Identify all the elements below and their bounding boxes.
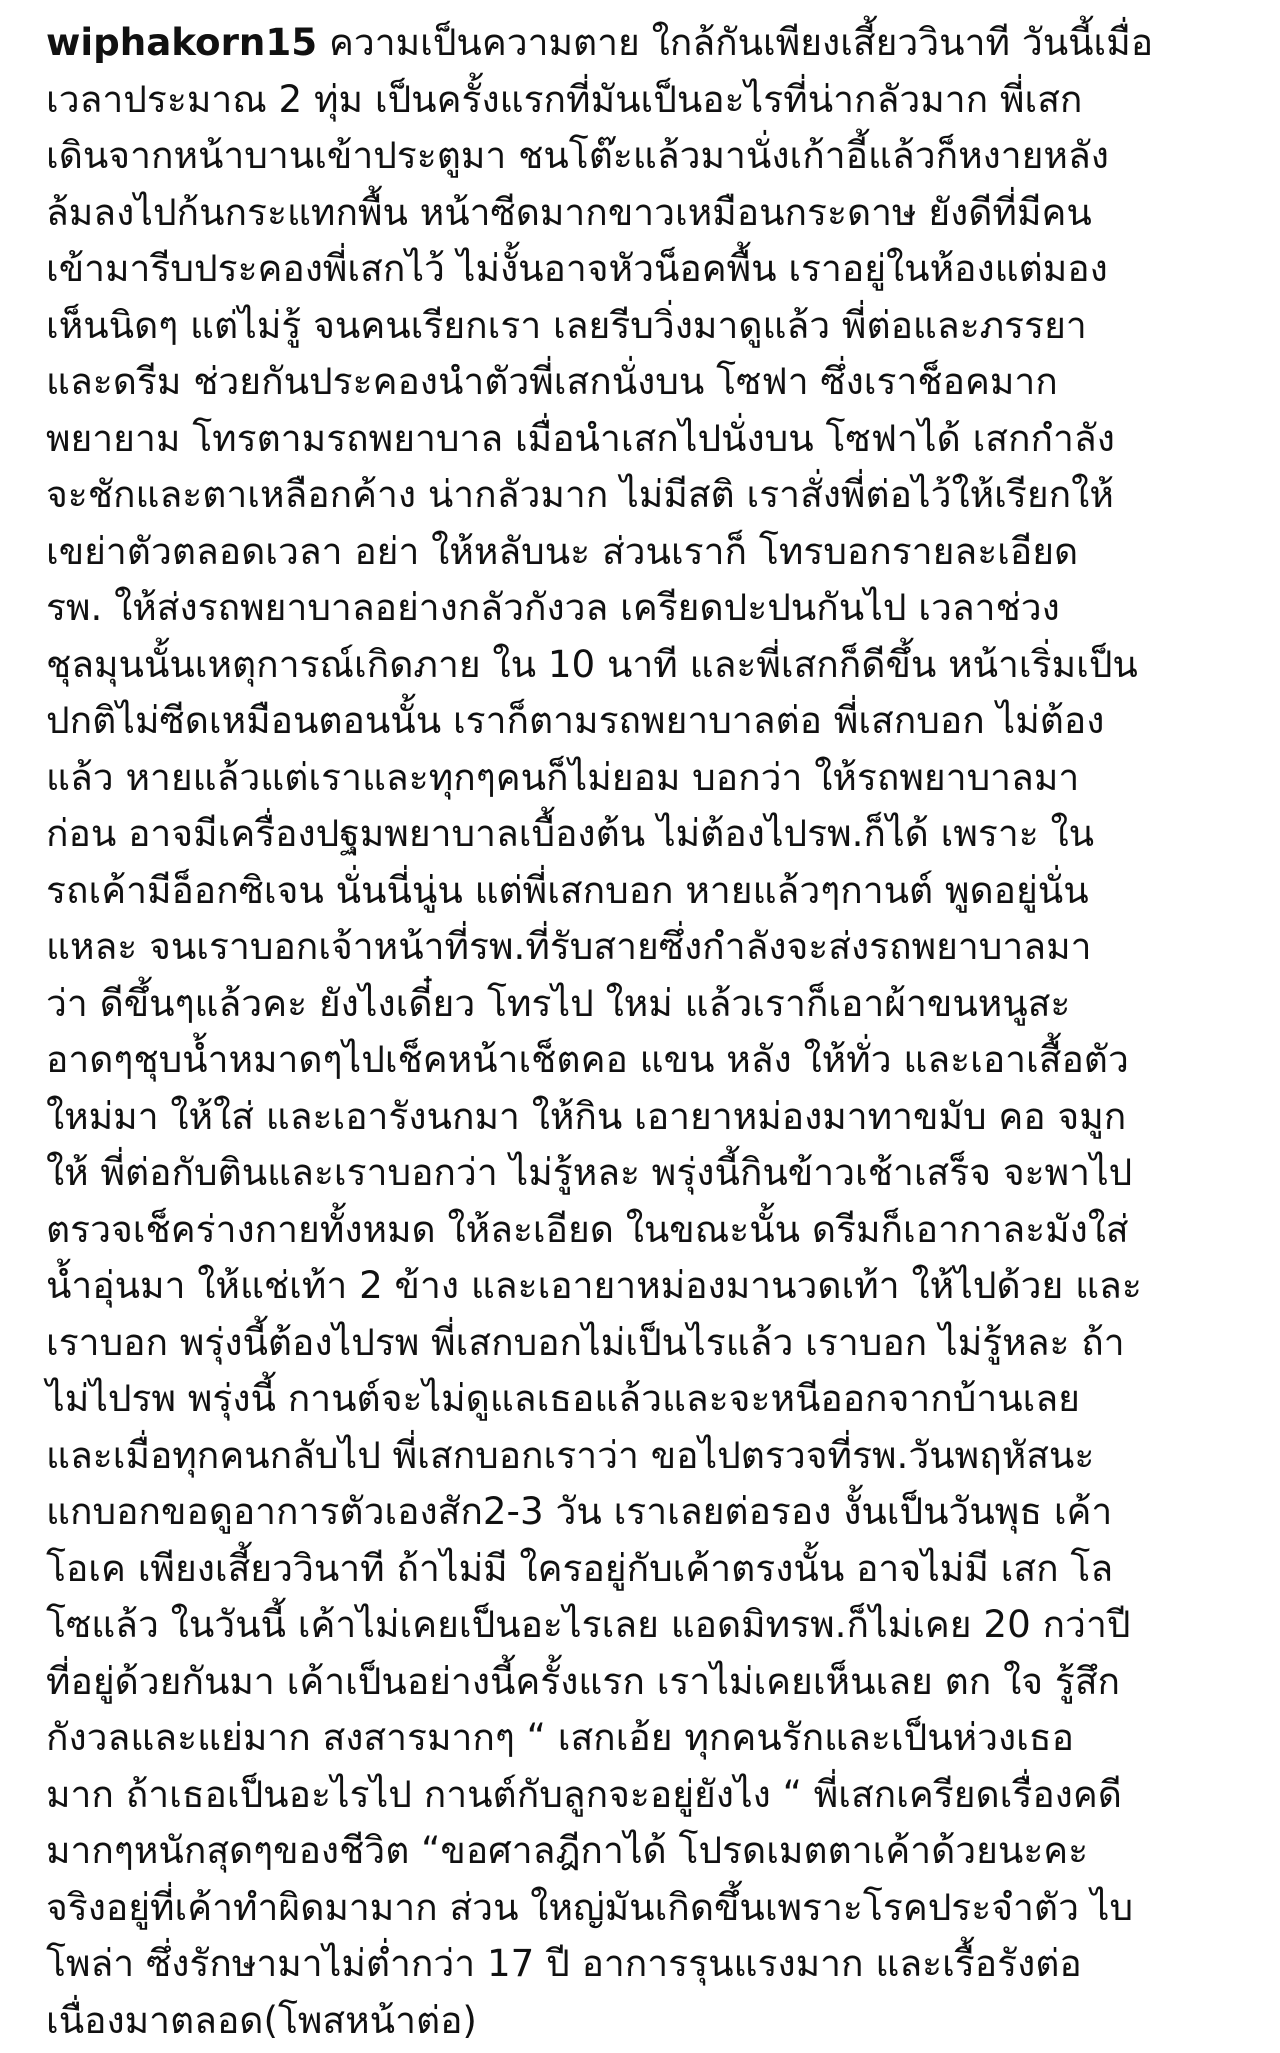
post-caption [46,14,1246,2048]
caption-line: เข้ามารีบประคองพี่เสกไว้ ไม่งั้นอาจหัวน็อคพื้น เราอยู่ในห้องแต่มอง [46,246,1108,290]
caption-line: พยายาม โทรตามรถพยาบาล เมื่อนำเสกไปนั่งบน โซฟาได้ เสกกำลัง [46,415,1115,460]
caption-line [46,14,1246,71]
caption-line: น้ำอุ่นมา ให้แช่เท้า 2 ข้าง และเอายาหม่องมานวดเท้า ให้ไปด้วย และ [46,1263,1142,1307]
username[interactable]: wiphakorn15 [46,20,318,64]
caption-line: เนื่องมาตลอด(โพสหน้าต่อ) [46,1997,477,2042]
caption-line: เวลาประมาณ 2 ทุ่ม เป็นครั้งแรกที่มันเป็นอะไรที่น่ากลัวมาก พี่เสก [46,76,1083,121]
caption-text: ความเป็นความตาย ใกล้กันเพียงเสี้ยววินาที วันนี้เมื่อ [317,20,1154,64]
caption-line: จะชักและตาเหลือกค้าง น่ากลัวมาก ไม่มีสติ เราสั่งพี่ต่อไว้ให้เรียกให้ [46,472,1114,516]
caption-line: ว่า ดีขึ้นๆแล้วคะ ยังไงเดี๋ยว โทรไป ใหม่ แล้วเราก็เอาผ้าขนหนูสะ [46,980,1071,1025]
caption-line: แหละ จนเราบอกเจ้าหน้าที่รพ.ที่รับสายซึ่งกำลังจะส่งรถพยาบาลมา [46,924,1092,968]
caption-line: รพ. ให้ส่งรถพยาบาลอย่างกลัวกังวล เครียดปะปนกันไป เวลาช่วง [46,585,1060,629]
caption-line: และเมื่อทุกคนกลับไป พี่เสกบอกเราว่า ขอไปตรวจที่รพ.วันพฤหัสนะ [46,1432,1095,1477]
caption-line: โอเค เพียงเสี้ยววินาที ถ้าไม่มี ใครอยู่กับเค้าตรงนั้น อาจไม่มี เสก โล [46,1545,1114,1590]
caption-line: ที่อยู่ด้วยกันมา เค้าเป็นอย่างนี้ครั้งแรก เราไม่เคยเห็นเลย ตก ใจ รู้สึก [46,1658,1121,1703]
caption-line: รถเค้ามีอ็อกซิเจน นั่นนี่นู่น แต่พี่เสกบอก หายแล้วๆกานต์ พูดอยู่นั่น [46,867,1089,912]
caption-line: โซแล้ว ในวันนี้ เค้าไม่เคยเป็นอะไรเลย แอดมิทรพ.ก็ไม่เคย 20 กว่าปี [46,1602,1131,1646]
caption-line: โพล่า ซึ่งรักษามาไม่ต่ำกว่า 17 ปี อาการรุนแรงมาก และเรื้อรังต่อ [46,1941,1082,1985]
caption-line: เราบอก พรุ่งนี้ต้องไปรพ พี่เสกบอกไม่เป็นไรแล้ว เราบอก ไม่รู้หละ ถ้า [46,1319,1125,1364]
caption-line: อาดๆชุบน้ำหมาดๆไปเช็คหน้าเช็ตคอ แขน หลัง ให้ทั่ว และเอาเสื้อตัว [46,1037,1129,1081]
caption-line: ล้มลงไปก้นกระแทกพื้น หน้าซีดมากขาวเหมือนกระดาษ ยังดีที่มีคน [46,189,1092,234]
caption-line: ปกติไม่ซีดเหมือนตอนนั้น เราก็ตามรถพยาบาลต่อ พี่เสกบอก ไม่ต้อง [46,698,1105,742]
caption-line: ชุลมุนนั้นเหตุการณ์เกิดภาย ใน 10 นาที และพี่เสกก็ดีขึ้น หน้าเริ่มเป็น [46,641,1138,686]
caption-line: แกบอกขอดูอาการตัวเองสัก2-3 วัน เราเลยต่อรอง งั้นเป็นวันพุธ เค้า [46,1489,1113,1533]
caption-line: มากๆหนักสุดๆของชีวิต “ขอศาลฎีกาได้ โปรดเมตตาเค้าด้วยนะคะ [46,1828,1089,1872]
caption-line: ก่อน อาจมีเครื่องปฐมพยาบาลเบื้องต้น ไม่ต้องไปรพ.ก็ได้ เพราะ ใน [46,811,1095,855]
caption-line: ตรวจเช็คร่างกายทั้งหมด ให้ละเอียด ในขณะนั้น ดรีมก็เอากาละมังใส่ [46,1206,1129,1251]
caption-line: และดรีม ช่วยกันประคองนำตัวพี่เสกนั่งบน โซฟา ซึ่งเราช็อคมาก [46,359,1058,403]
caption-line: ไม่ไปรพ พรุ่งนี้ กานต์จะไม่ดูแลเธอแล้วและจะหนีออกจากบ้านเลย [46,1376,1080,1420]
caption-line: ใหม่มา ให้ใส่ และเอารังนกมา ให้กิน เอายาหม่องมาทาขมับ คอ จมูก [46,1093,1127,1138]
caption-line: แล้ว หายแล้วแต่เราและทุกๆคนก็ไม่ยอม บอกว่า ให้รถพยาบาลมา [46,754,1080,799]
caption-line: เขย่าตัวตลอดเวลา อย่า ให้หลับนะ ส่วนเราก็ โทรบอกรายละเอียด [46,528,1079,573]
caption-line: เดินจากหน้าบานเข้าประตูมา ชนโต๊ะแล้วมานั่งเก้าอี้แล้วก็หงายหลัง [46,133,1109,177]
caption-line: จริงอยู่ที่เค้าทำผิดมามาก ส่วน ใหญ่มันเกิดขึ้นเพราะโรคประจำตัว ไบ [46,1884,1134,1929]
caption-line: ให้ พี่ต่อกับตินและเราบอกว่า ไม่รู้หละ พรุ่งนี้กินข้าวเช้าเสร็จ จะพาไป [46,1150,1133,1194]
caption-line: เห็นนิดๆ แต่ไม่รู้ จนคนเรียกเรา เลยรีบวิ่งมาดูแล้ว พี่ต่อและภรรยา [46,302,1087,347]
caption-line: กังวลและแย่มาก สงสารมากๆ “ เสกเอ้ย ทุกคนรักและเป็นห่วงเธอ [46,1715,1074,1759]
caption-line: มาก ถ้าเธอเป็นอะไรไป กานต์กับลูกจะอยู่ยังไง “ พี่เสกเครียดเรื่องคดี [46,1771,1122,1816]
